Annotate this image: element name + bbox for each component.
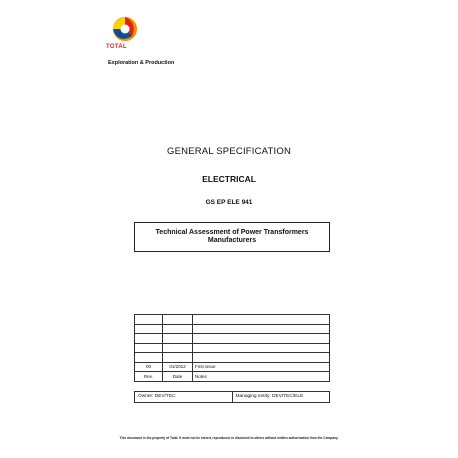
date-cell <box>163 343 193 353</box>
notes-cell <box>193 315 330 325</box>
rev-cell <box>135 343 163 353</box>
rev-cell <box>135 353 163 363</box>
date-cell <box>163 315 193 325</box>
table-row <box>135 343 330 353</box>
notes-column-header: Notes <box>193 372 330 382</box>
document-title-line-1: Technical Assessment of Power Transformers <box>155 229 309 236</box>
rev-cell <box>135 324 163 334</box>
table-row <box>135 353 330 363</box>
notes-cell <box>193 324 330 334</box>
document-reference: GS EP ELE 941 <box>205 199 253 206</box>
rev-cell <box>135 334 163 344</box>
rev-column-header: Rev. <box>135 372 163 382</box>
table-header-row <box>135 372 330 382</box>
owner-label: Owner: DEV/TEC <box>138 394 176 399</box>
date-cell: 01/2012 <box>163 362 193 372</box>
date-cell <box>163 324 193 334</box>
date-column-header: Date <box>163 372 193 382</box>
notes-cell <box>193 353 330 363</box>
date-cell <box>163 334 193 344</box>
division-subtitle: Exploration & Production <box>108 60 175 66</box>
confidentiality-notice: This document is the property of Total. It must not be stored, reproduced or disclosed to others without written authorisation from the Company. <box>119 436 339 440</box>
table-row <box>135 324 330 334</box>
table-row <box>135 315 330 325</box>
notes-cell: First issue <box>193 362 330 372</box>
revision-table <box>134 314 330 382</box>
document-domain: ELECTRICAL <box>202 174 256 184</box>
table-row <box>135 362 330 372</box>
ownership-box <box>134 391 330 403</box>
document-type: GENERAL SPECIFICATION <box>166 146 292 157</box>
table-row <box>135 334 330 344</box>
logo-wordmark: TOTAL <box>106 44 127 50</box>
document-title-box <box>134 222 330 252</box>
rev-cell <box>135 315 163 325</box>
document-title-line-2: Manufacturers <box>207 237 257 244</box>
date-cell <box>163 353 193 363</box>
notes-cell <box>193 334 330 344</box>
managing-entity-label: Managing entity: DEV/TEC/ELE <box>232 392 330 402</box>
rev-cell: 00 <box>135 362 163 372</box>
notes-cell <box>193 343 330 353</box>
